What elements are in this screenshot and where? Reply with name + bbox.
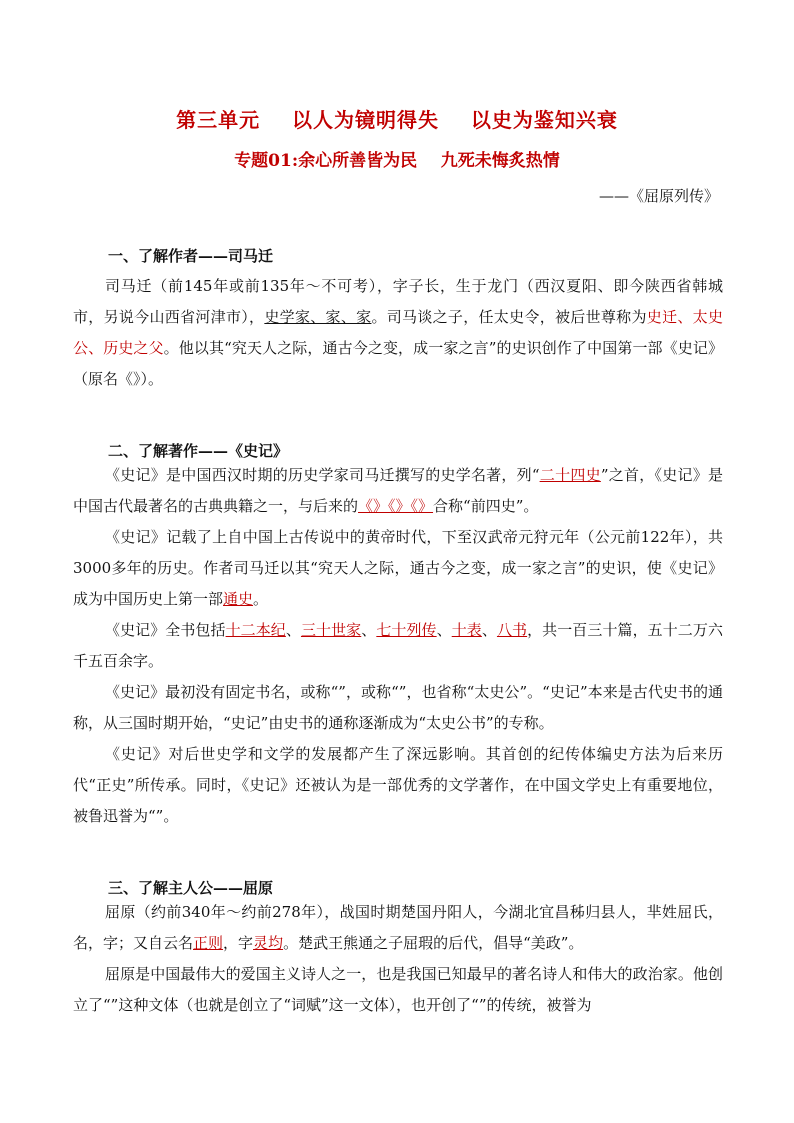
topic-subtitle: 专题01:余心所善皆为民 九死未悔炙热情 <box>234 151 560 171</box>
text-run: ”之首，《史记》是中国古代最著名的古典典籍之一，与后来的 <box>73 466 724 515</box>
text-run: 。 <box>253 590 269 608</box>
text-run: 司马迁（前145年或前135年～不可考），字子长，生于龙门（西汉夏阳、即今陕西省韩城市，另说今山西省河津市）， <box>73 277 723 326</box>
text-run: ，字 <box>223 934 254 952</box>
section-heading-protagonist: 三、了解主人公——屈原 <box>108 879 274 897</box>
text-run: 合称“前四史”。 <box>433 497 539 515</box>
text-run: 《史记》是中国西汉时期的历史学家司马迁撰写的史学名著，列“ <box>105 466 540 484</box>
text-run: 《史记》对后世史学和文学的发展都产生了深远影响。其首创的纪传体编史方法为后来历代“正史”所传承。同时，《史记》还被认为是一部优秀的文学著作，在中国文学史上有重要地位，被鲁迅誉为“”。 <box>73 745 723 825</box>
text-run: 《史记》全书包括 <box>105 621 226 639</box>
highlighted-term: 十表 <box>451 621 482 639</box>
highlighted-term: 七十列传 <box>376 621 437 639</box>
paragraph <box>73 897 723 959</box>
highlighted-term: 《》《》《》 <box>358 497 434 515</box>
paragraph <box>73 522 723 615</box>
highlighted-term: 通史 <box>223 590 254 608</box>
paragraph <box>73 959 723 1021</box>
text-run: 《史记》记载了上自中国上古传说中的黄帝时代，下至汉武帝元狩元年（公元前122年），共3000多年的历史。作者司马迁以其“究天人之际，通古今之变，成一家之言”的史识，使《史记》成为中国历史上第一部 <box>73 528 723 608</box>
source-attribution: ——《屈原列传》 <box>598 187 719 205</box>
highlighted-term: 史学家、家、家 <box>264 308 372 326</box>
section-heading-author: 一、了解作者——司马迁 <box>108 247 274 265</box>
paragraph <box>73 271 723 395</box>
text-run: 屈原是中国最伟大的爱国主义诗人之一，也是我国已知最早的著名诗人和伟大的政治家。他创立了“”这种文体（也就是创立了“词赋”这一文体），也开创了“”的传统，被誉为 <box>73 965 723 1014</box>
paragraph <box>73 739 723 832</box>
text-run: 《史记》最初没有固定书名，或称“”，或称“”，也省称“太史公”。“史记”本来是古代史书的通称，从三国时期开始，“史记”由史书的通称逐渐成为“太史公书”的专称。 <box>73 683 723 732</box>
text-run: 、 <box>285 621 301 639</box>
text-run: 。司马谈之子，任太史令，被后世尊称为 <box>371 308 647 326</box>
paragraph <box>73 615 723 677</box>
unit-title: 第三单元 以人为镜明得失 以史为鉴知兴衰 <box>176 108 618 132</box>
text-run: 、 <box>436 621 452 639</box>
paragraph <box>73 677 723 739</box>
paragraph <box>73 460 723 522</box>
text-run: ，共一百三十篇，五十二万六千五百余字。 <box>73 621 723 670</box>
highlighted-term: 灵均 <box>253 934 284 952</box>
text-run: 。他以其“究天人之际，通古今之变，成一家之言”的史识创作了中国第一部《史记》（原名《》）。 <box>73 339 723 388</box>
text-run: 。楚武王熊通之子屈瑕的后代，倡导“美政”。 <box>283 934 584 952</box>
highlighted-term: 十二本纪 <box>225 621 286 639</box>
text-run: 屈原（约前340年～约前278年），战国时期楚国丹阳人，今湖北宜昌秭归县人，芈姓屈氏，名，字；又自云名 <box>73 903 723 952</box>
section-heading-work: 二、了解著作——《史记》 <box>108 442 289 460</box>
highlighted-term: 正则 <box>193 934 224 952</box>
text-run: 、 <box>361 621 377 639</box>
text-run: 、 <box>481 621 497 639</box>
highlighted-term: 史迁、太史公、历史之父 <box>73 308 723 357</box>
highlighted-term: 三十世家 <box>300 621 362 639</box>
highlighted-term: 八书 <box>496 621 528 639</box>
highlighted-term: 二十四史 <box>539 466 601 484</box>
